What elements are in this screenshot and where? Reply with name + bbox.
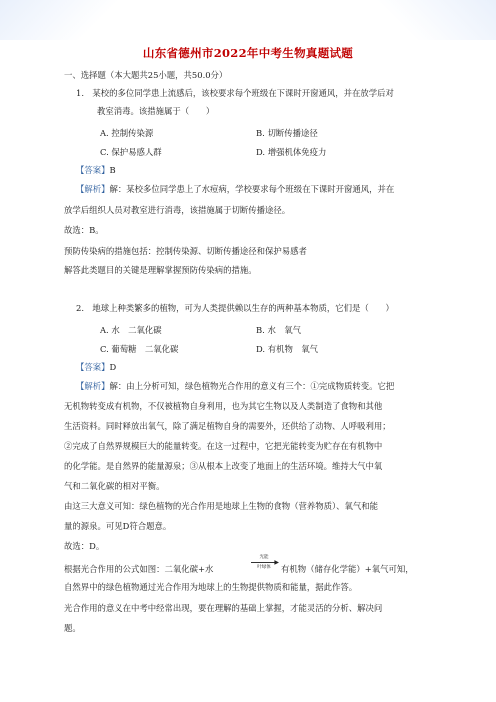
- corner-decoration-right: [376, 0, 496, 40]
- q1-answer-value: B: [109, 165, 116, 175]
- q2-conclusion: 故选：D。: [64, 541, 105, 551]
- q2-option-d: D. 有机物 氧气: [256, 344, 318, 354]
- q1-conclusion: 故选：B。: [64, 225, 104, 235]
- q1-option-a: A. 控制传染源: [100, 128, 154, 138]
- q1-option-b: B. 切断传播途径: [256, 128, 318, 138]
- q1-answer-tag: 【答案】: [76, 165, 110, 175]
- photosynthesis-formula-prefix: 根据光合作用的公式如图：二氧化碳+水: [64, 564, 214, 574]
- q2-option-c: C. 葡萄糖 二氧化碳: [100, 344, 179, 354]
- photosynthesis-formula-suffix: 有机物（储存化学能）+氧气可知，: [281, 564, 414, 574]
- arrow-condition-chloroplast: 叶绿体: [257, 565, 271, 570]
- q1-analysis-tag: 【解析】: [76, 184, 110, 194]
- q2-analysis-line-8: 量的源泉。可见D符合题意。: [64, 521, 172, 531]
- arrow-condition-light: 光能: [259, 555, 269, 560]
- q2-answer-tag: 【答案】: [76, 362, 110, 372]
- q2-answer: [76, 363, 116, 371]
- arrow-head-icon: ▶: [274, 559, 279, 566]
- q2-analysis-line-6: 气和二氧化碳的相对平衡。: [64, 481, 165, 491]
- q1-stem-line-1: 1. 某校的多位同学患上流感后，该校要求每个班级在下课时开窗通风，并在放学后对: [76, 88, 394, 98]
- corner-decoration-left: [0, 0, 120, 40]
- q2-analysis-line-2: 无机物转变成有机物，不仅被植物自身利用，也为其它生物以及人类制造了食物和其他: [64, 401, 383, 411]
- q1-note-2: 解答此类题目的关键是理解掌握预防传染病的措施。: [64, 265, 257, 275]
- q2-analysis-line-4: ②完成了自然界规模巨大的能量转变。在这一过程中，它把光能转变为贮存在有机物中: [64, 441, 383, 451]
- q1-analysis-line-1: 【解析】解：某校多位同学患上了水痘病，学校要求每个班级在下课时开窗通风，并在: [76, 184, 395, 194]
- arrow-line: [251, 562, 277, 563]
- document-title: 山东省德州市2022年中考生物真题试题: [142, 46, 354, 60]
- q2-analysis-tag: 【解析】: [76, 381, 110, 391]
- q2-option-b: B. 水 氧气: [256, 325, 301, 335]
- q2-option-a: A. 水 二氧化碳: [100, 325, 162, 335]
- q1-analysis-line-2: 放学后组织人员对教室进行消毒，该措施属于切断传播途径。: [64, 205, 291, 215]
- q2-analysis-line-1: 【解析】解：由上分析可知，绿色植物光合作用的意义有三个：①完成物质转变。它把: [76, 381, 395, 391]
- q2-after-line-3: 题。: [64, 623, 81, 633]
- q2-after-line-2: 光合作用的意义在中考中经常出现，要在理解的基础上掌握，才能灵活的分析、解决问: [64, 603, 383, 613]
- q2-after-line-1: 自然界中的绿色植物通过光合作用为地球上的生物提供物质和能量，据此作答。: [64, 582, 358, 592]
- q2-answer-value: D: [109, 362, 117, 372]
- q1-note-1: 预防传染病的措施包括：控制传染源、切断传播途径和保护易感者: [64, 246, 307, 256]
- q1-stem-line-2: 教室消毒。该措施属于（ ）: [97, 106, 215, 116]
- q2-analysis-line-3: 生活资料。同时释放出氧气，除了满足植物自身的需要外，还供给了动物、人呼吸利用；: [64, 421, 391, 431]
- q1-answer: [76, 166, 116, 174]
- section-heading: 一、选择题（本大题共25小题，共50.0分）: [64, 70, 228, 80]
- q2-analysis-line-5: 的化学能。是自然界的能量源泉；③从根本上改变了地面上的生活环境。维持大气中氧: [64, 461, 383, 471]
- q1-option-c: C. 保护易感人群: [100, 147, 162, 157]
- q2-analysis-line-7: 由这三大意义可知：绿色植物的光合作用是地球上生物的食物（营养物质）、氧气和能: [64, 501, 379, 511]
- q2-stem: 2. 地球上种类繁多的植物，可为人类提供赖以生存的两种基本物质，它们是（ ）: [76, 303, 394, 313]
- q1-option-d: D. 增强机体免疫力: [256, 147, 327, 157]
